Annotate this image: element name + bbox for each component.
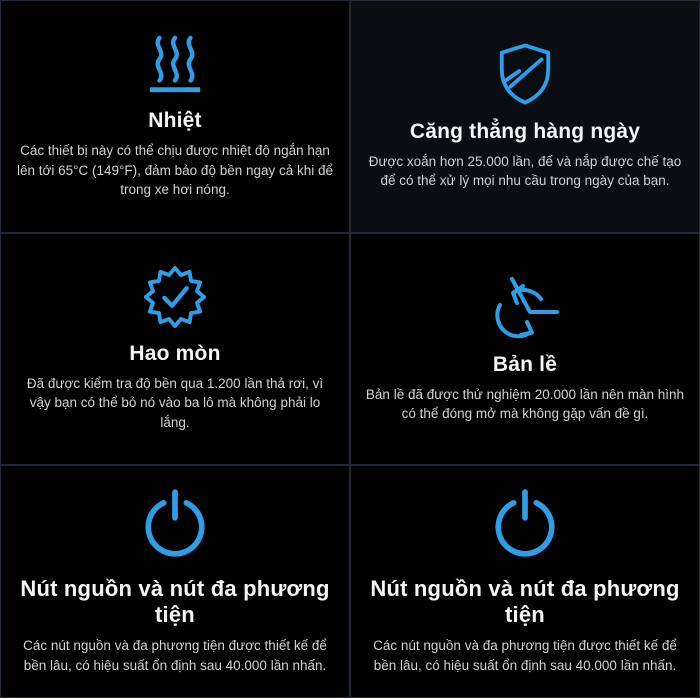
hinge-icon <box>489 275 561 339</box>
shield-icon <box>494 42 556 106</box>
card-title: Bản lề <box>492 352 558 376</box>
card-description: Các nút nguồn và đa phương tiện được thiết kế để bền lâu, có hiệu suất ổn định sau 40.000 lần nhấn. <box>23 638 327 673</box>
card-title: Nút nguồn và nút đa phương tiện <box>370 576 680 628</box>
card-title: Nhiệt <box>148 109 202 133</box>
card-title: Nút nguồn và nút đa phương tiện <box>20 576 330 628</box>
wear-check-icon <box>144 266 206 328</box>
card-wear <box>1 234 349 465</box>
card-power-buttons <box>1 466 349 697</box>
power-icon <box>139 488 211 560</box>
card-description: Đã được kiểm tra độ bền qua 1.200 lần thả rơi, vì vậy bạn có thể bỏ nó vào ba lô mà không phải lo lắng. <box>26 376 324 430</box>
card-description: Các thiết bị này có thể chịu được nhiệt độ ngắn hạn lên tới 65°C (149°F), đảm bảo độ bền ngay cả khi để trong xe hơi nóng. <box>16 143 334 197</box>
card-description: Được xoắn hơn 25.000 lần, đế và nắp được chế tạo để có thể xử lý mọi nhu cầu trong ngày của bạn. <box>368 154 682 189</box>
card-daily-stress <box>351 1 699 232</box>
card-title: Hao mòn <box>129 342 221 366</box>
heat-icon <box>144 33 206 95</box>
power-icon <box>489 488 561 560</box>
card-title: Căng thẳng hàng ngày <box>409 120 641 144</box>
card-description: Các nút nguồn và đa phương tiện được thiết kế để bền lâu, có hiệu suất ổn định sau 40.000 lần nhấn. <box>373 638 677 673</box>
card-description: Bản lề đã được thử nghiệm 20.000 lần nên màn hình có thể đóng mở mà không gặp vấn đề gì. <box>365 386 685 421</box>
card-heat <box>1 1 349 232</box>
card-hinge <box>351 234 699 465</box>
card-power-buttons <box>351 466 699 697</box>
